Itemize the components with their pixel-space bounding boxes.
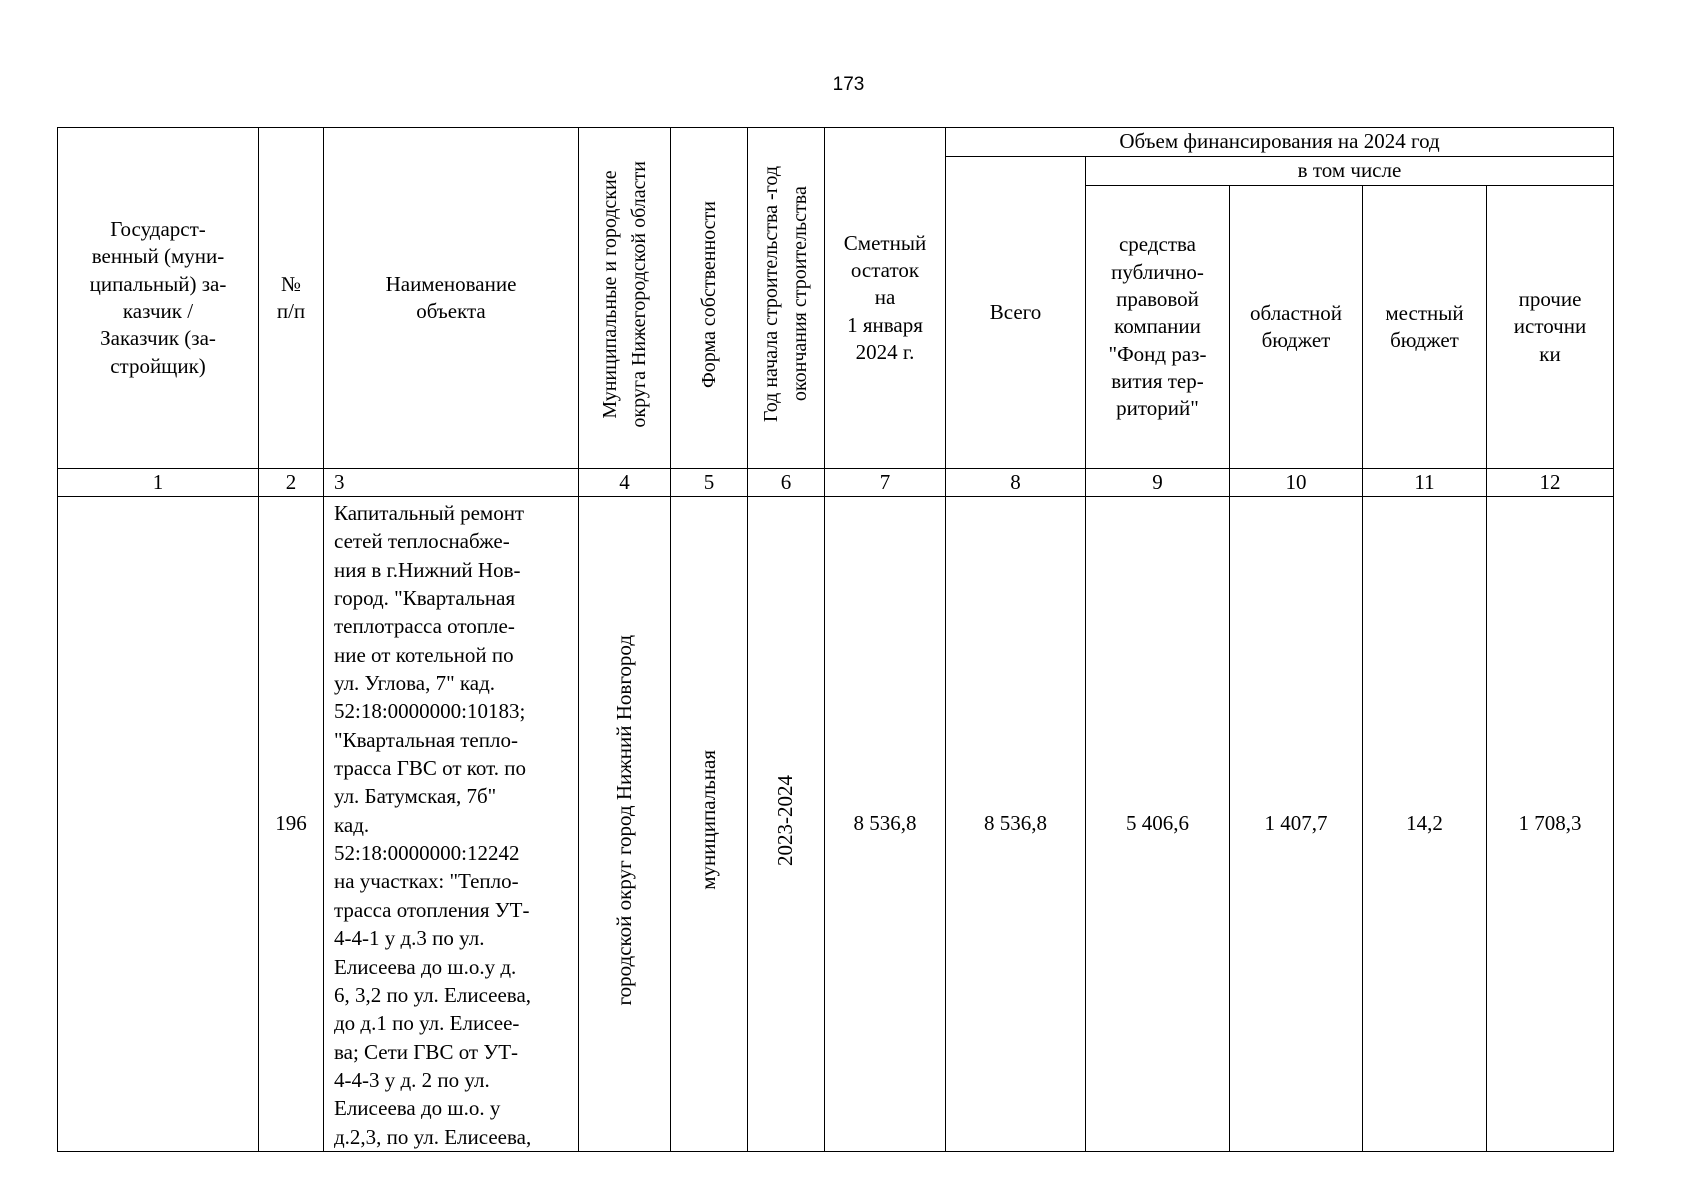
row-estimated-balance: 8 536,8 <box>825 497 946 1152</box>
page-number: 173 <box>832 74 865 95</box>
header-number-text: № п/п <box>276 271 306 323</box>
column-number: 9 <box>1086 469 1230 497</box>
column-number: 1 <box>58 469 259 497</box>
header-regional-budget-text: областной бюджет <box>1250 300 1342 352</box>
header-number <box>259 128 324 469</box>
row-municipality-text: городской округ город Нижний Новгород <box>611 635 636 1006</box>
column-number: 8 <box>946 469 1086 497</box>
header-object-name <box>324 128 579 469</box>
column-number: 10 <box>1230 469 1363 497</box>
header-fund-company <box>1086 186 1230 469</box>
header-estimated-balance <box>825 128 946 469</box>
column-number: 12 <box>1487 469 1614 497</box>
header-row-1 <box>58 128 1614 157</box>
column-number: 3 <box>324 469 579 497</box>
header-ownership <box>671 128 748 469</box>
financing-table <box>57 127 1614 1152</box>
row-other-sources: 1 708,3 <box>1487 497 1614 1152</box>
column-number: 5 <box>671 469 748 497</box>
row-years <box>748 497 825 1152</box>
column-number: 6 <box>748 469 825 497</box>
header-funding-group-text: Объем финансирования на 2024 год <box>1119 129 1440 154</box>
row-local-budget: 14,2 <box>1363 497 1487 1152</box>
header-estimated-balance-text: Сметный остаток на 1 января 2024 г. <box>843 230 927 364</box>
table-row <box>58 497 1614 1152</box>
header-including <box>1086 157 1614 186</box>
row-regional-budget: 1 407,7 <box>1230 497 1363 1152</box>
header-ownership-text: Форма собственности <box>698 200 720 388</box>
row-customer <box>58 497 259 1152</box>
row-years-text: 2023-2024 <box>773 774 798 866</box>
row-fund-company: 5 406,6 <box>1086 497 1230 1152</box>
row-object-name-text: Капитальный ремонт сетей теплоснабже- ния в г.Нижний Нов- город. "Квартальная теплотрасса отопле- ние от котельной по ул. Углова, 7" кад. 52:18:0000000:10183; "Квартальная тепло- трасса ГВС от кот. по ул. Батумская, 7б" кад. 52:18:0000000:12242 на участках: "Тепло- трасса отопления УТ- 4-4-1 у д.3 по ул. Елисеева до ш.о.у д. 6, 3,2 по ул. Елисеева, до д.1 по ул. Елисее- ва; Сети ГВС от УТ- 4-4-3 у д. 2 по ул. Елисеева до ш.о. у д.2,3, по ул. Елисеева, <box>334 501 532 1149</box>
column-number-row <box>58 469 1614 497</box>
row-ownership <box>671 497 748 1152</box>
header-total <box>946 157 1086 469</box>
header-fund-company-text: средства публично- правовой компании "Фонд раз- вития тер- риторий" <box>1108 232 1207 421</box>
column-number: 7 <box>825 469 946 497</box>
header-funding-group <box>946 128 1614 157</box>
row-ownership-text: муниципальная <box>696 750 721 891</box>
column-number: 4 <box>579 469 671 497</box>
header-including-text: в том числе <box>1297 158 1402 183</box>
column-number: 2 <box>259 469 324 497</box>
header-customer <box>58 128 259 469</box>
header-customer-text: Государст- венный (муни- ципальный) за- казчик / Заказчик (за- стройщик) <box>89 217 227 378</box>
column-number: 11 <box>1363 469 1487 497</box>
header-municipality <box>579 128 671 469</box>
header-years-text: Год начала строительства -год окончания строительства <box>760 166 811 423</box>
row-number: 196 <box>259 497 324 1152</box>
row-object-name <box>324 497 579 1152</box>
header-local-budget <box>1363 186 1487 469</box>
header-other-sources <box>1487 186 1614 469</box>
header-local-budget-text: местный бюджет <box>1385 300 1464 352</box>
header-total-text: Всего <box>989 299 1042 324</box>
row-total: 8 536,8 <box>946 497 1086 1152</box>
header-object-name-text: Наименование объекта <box>385 271 517 323</box>
header-regional-budget <box>1230 186 1363 469</box>
header-other-sources-text: прочие источни ки <box>1513 287 1587 366</box>
row-municipality <box>579 497 671 1152</box>
header-municipality-text: Муниципальные и городские округа Нижегородской области <box>598 161 650 428</box>
header-years <box>748 128 825 469</box>
